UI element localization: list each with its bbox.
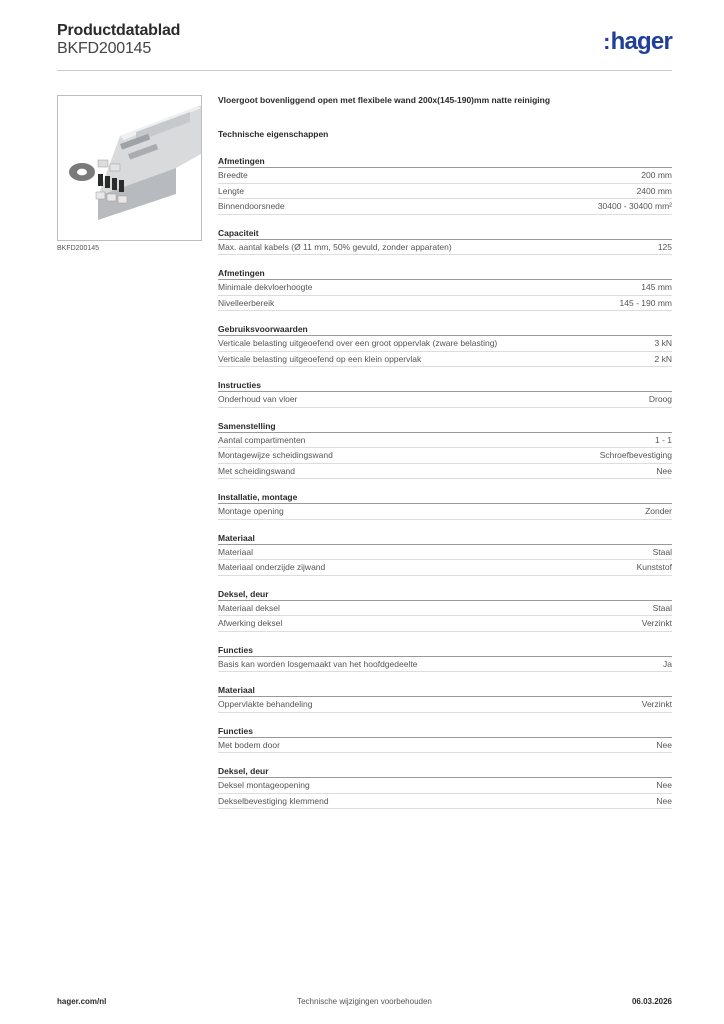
spec-label: Max. aantal kabels (Ø 11 mm, 50% gevuld, zonder apparaten) <box>218 241 452 252</box>
spec-value: 30400 - 30400 mm² <box>597 201 672 211</box>
page-footer <box>57 997 672 1009</box>
spec-row <box>218 280 672 296</box>
spec-label: Met bodem door <box>218 739 280 750</box>
spec-value: 125 <box>657 241 672 252</box>
spec-label: Binnendoorsnede <box>218 201 285 211</box>
spec-value: Staal <box>652 602 672 613</box>
spec-row <box>218 352 672 368</box>
spec-row <box>218 794 672 810</box>
spec-label: Verticale belasting uitgeoefend op een klein oppervlak <box>218 353 422 364</box>
spec-row <box>218 392 672 408</box>
spec-value: Verzinkt <box>641 618 672 628</box>
spec-value: Kunststof <box>636 562 672 572</box>
spec-row <box>218 504 672 520</box>
spec-section-title: Samenstelling <box>218 420 672 433</box>
spec-row <box>218 601 672 617</box>
properties-heading: Technische eigenschappen <box>218 129 329 139</box>
spec-row <box>218 545 672 561</box>
spec-section <box>218 267 672 311</box>
spec-value: 2400 mm <box>636 185 672 196</box>
spec-value: Verzinkt <box>641 699 672 709</box>
spec-value: Droog <box>648 394 672 404</box>
spec-section-title: Functies <box>218 725 672 738</box>
spec-label: Deksel montageopening <box>218 780 310 790</box>
spec-row <box>218 560 672 576</box>
document-title: Productdatablad <box>57 22 181 39</box>
spec-section-title: Installatie, montage <box>218 491 672 504</box>
spec-label: Breedte <box>218 170 248 180</box>
spec-label: Met scheidingswand <box>218 465 296 476</box>
spec-row <box>218 336 672 352</box>
spec-section <box>218 323 672 367</box>
spec-section-title: Capaciteit <box>218 227 672 240</box>
spec-row <box>218 738 672 754</box>
product-code: BKFD200145 <box>57 40 152 57</box>
spec-section <box>218 532 672 576</box>
spec-row <box>218 464 672 480</box>
spec-section-title: Afmetingen <box>218 155 672 168</box>
spec-section <box>218 684 672 713</box>
spec-label: Aantal compartimenten <box>218 434 306 445</box>
spec-row <box>218 657 672 673</box>
spec-section-title: Deksel, deur <box>218 588 672 601</box>
hager-logo: :hager <box>603 28 672 55</box>
spec-value: Staal <box>652 546 672 557</box>
spec-row <box>218 184 672 200</box>
spec-label: Lengte <box>218 185 244 196</box>
spec-section-title: Gebruiksvoorwaarden <box>218 323 672 336</box>
image-caption: BKFD200145 <box>57 245 100 252</box>
spec-section-title: Materiaal <box>218 684 672 697</box>
spec-value: 200 mm <box>641 170 672 180</box>
spec-section-title: Instructies <box>218 379 672 392</box>
spec-label: Dekselbevestiging klemmend <box>218 795 329 806</box>
spec-label: Materiaal deksel <box>218 602 280 613</box>
spec-section-title: Deksel, deur <box>218 765 672 778</box>
spec-section-title: Functies <box>218 644 672 657</box>
spec-value: Ja <box>663 658 672 669</box>
spec-section <box>218 765 672 809</box>
spec-label: Verticale belasting uitgeoefend over een groot oppervlak (zware belasting) <box>218 338 498 348</box>
spec-value: 145 mm <box>641 282 672 292</box>
spec-label: Montage opening <box>218 506 284 516</box>
product-image <box>57 95 202 241</box>
page-header <box>57 22 672 70</box>
spec-section <box>218 155 672 215</box>
spec-value: Nee <box>656 739 672 750</box>
spec-label: Afwerking deksel <box>218 618 283 628</box>
spec-value: Nee <box>656 465 672 476</box>
spec-section <box>218 644 672 673</box>
spec-section <box>218 379 672 408</box>
spec-label: Oppervlakte behandeling <box>218 699 313 709</box>
spec-label: Montagewijze scheidingswand <box>218 450 333 460</box>
properties-table <box>218 155 672 809</box>
spec-section <box>218 227 672 256</box>
spec-section <box>218 725 672 754</box>
spec-section <box>218 588 672 632</box>
footer-date: 06.03.2026 <box>631 997 672 1006</box>
spec-value: Schroefbevestiging <box>599 450 672 460</box>
spec-row <box>218 199 672 215</box>
spec-value: 145 - 190 mm <box>619 297 672 308</box>
spec-row <box>218 296 672 312</box>
spec-row <box>218 778 672 794</box>
spec-section-title: Materiaal <box>218 532 672 545</box>
spec-value: Nee <box>656 795 672 806</box>
spec-row <box>218 616 672 632</box>
spec-section <box>218 420 672 480</box>
spec-value: 3 kN <box>654 338 672 348</box>
spec-section <box>218 491 672 520</box>
product-title: Vloergoot bovenliggend open met flexibele wand 200x(145-190)mm natte reiniging <box>218 95 551 105</box>
footer-disclaimer: Technische wijzigingen voorbehouden <box>297 997 432 1006</box>
header-divider <box>57 70 672 71</box>
spec-value: Nee <box>656 780 672 790</box>
spec-row <box>218 697 672 713</box>
spec-label: Materiaal onderzijde zijwand <box>218 562 326 572</box>
spec-label: Materiaal <box>218 546 253 557</box>
product-details <box>218 95 672 809</box>
spec-value: Zonder <box>645 506 672 516</box>
spec-row <box>218 240 672 256</box>
spec-row <box>218 433 672 449</box>
spec-row <box>218 448 672 464</box>
spec-value: 2 kN <box>654 353 672 364</box>
spec-value: 1 - 1 <box>654 434 672 445</box>
spec-label: Onderhoud van vloer <box>218 394 298 404</box>
spec-row <box>218 168 672 184</box>
floor-duct-illustration <box>58 96 201 240</box>
spec-label: Nivelleerbereik <box>218 297 275 308</box>
spec-label: Minimale dekvloerhoogte <box>218 282 313 292</box>
spec-label: Basis kan worden losgemaakt van het hoofdgedeelte <box>218 658 418 669</box>
spec-section-title: Afmetingen <box>218 267 672 280</box>
footer-website[interactable]: hager.com/nl <box>57 997 107 1006</box>
